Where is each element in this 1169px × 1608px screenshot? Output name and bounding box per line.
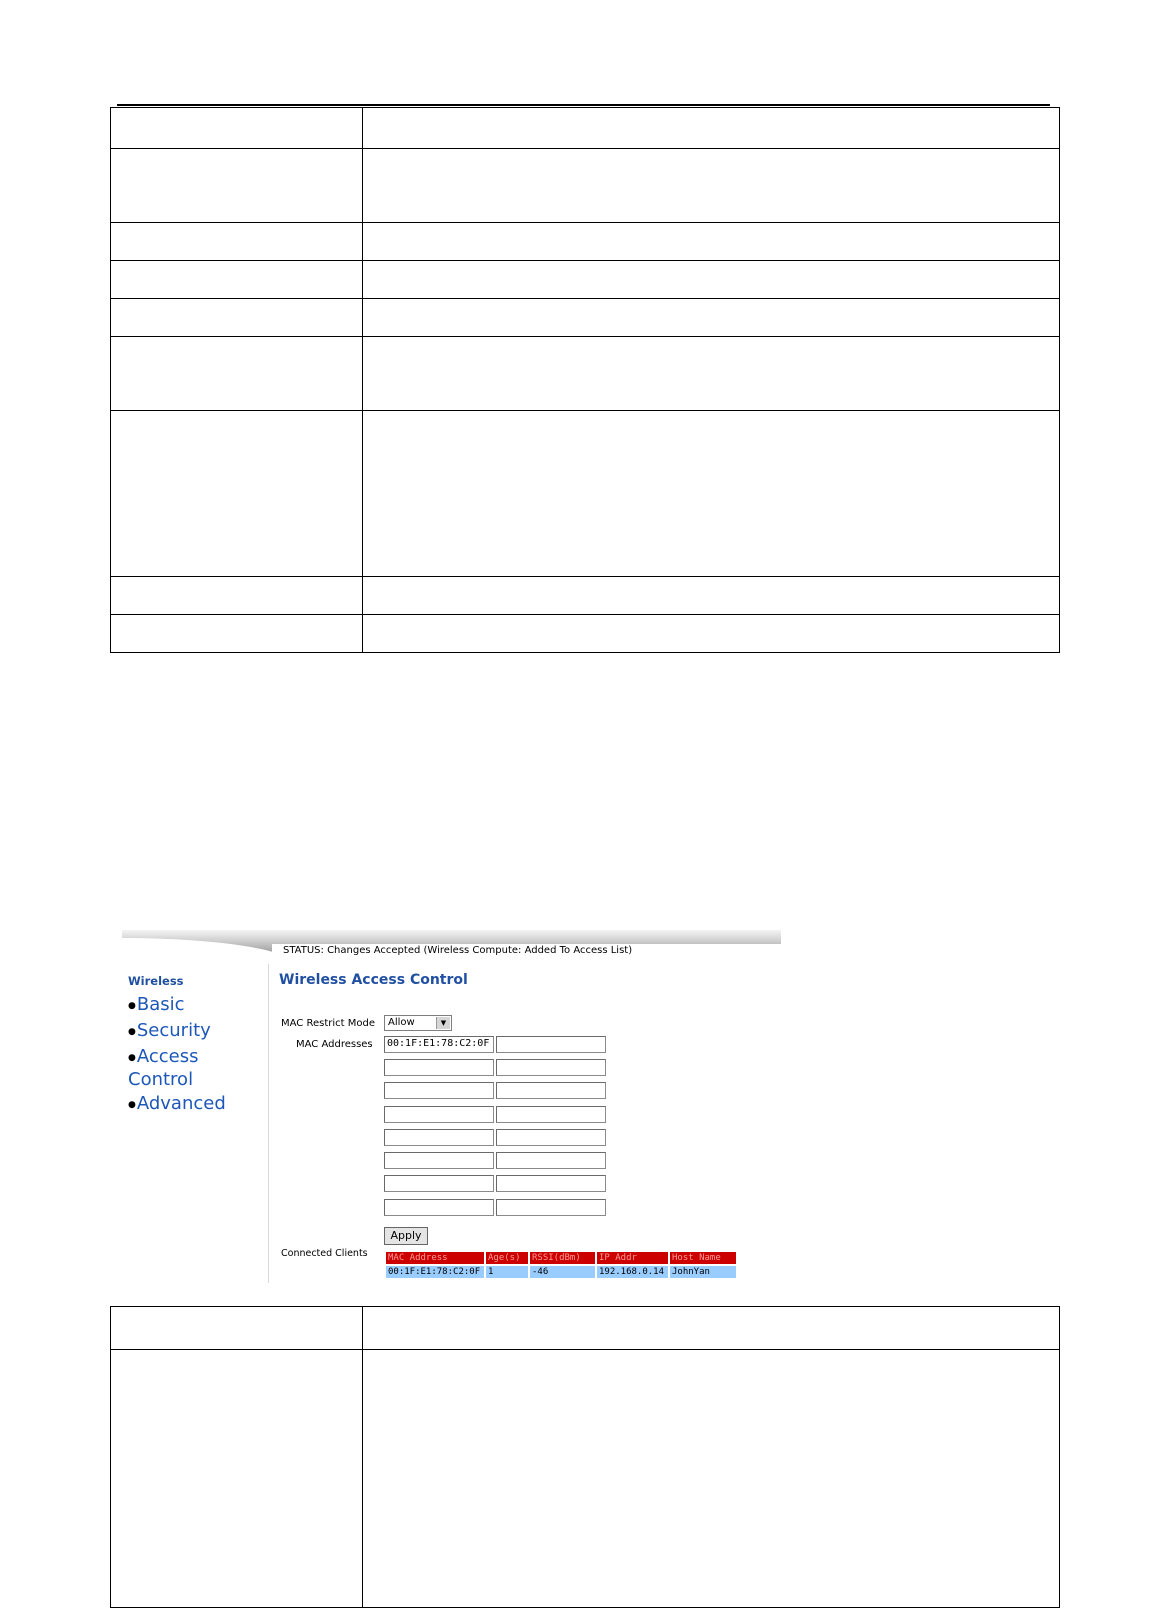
table-cell: 1 — [486, 1266, 528, 1278]
sidebar-item-basic[interactable] — [128, 994, 185, 1017]
table-cell — [363, 337, 1060, 411]
table-cell — [363, 1307, 1060, 1350]
table-cell — [111, 299, 363, 337]
table-cell — [363, 411, 1060, 577]
bullet-icon: ● — [128, 1100, 136, 1110]
table-cell — [363, 299, 1060, 337]
mac-addresses-label: MAC Addresses — [296, 1039, 373, 1050]
table-cell — [363, 108, 1060, 149]
table-cell — [111, 1307, 363, 1350]
mac-address-field-16[interactable] — [496, 1199, 606, 1216]
table-cell — [363, 1350, 1060, 1608]
connected-clients-table — [384, 1250, 738, 1280]
table-cell — [363, 261, 1060, 299]
table-header-row — [386, 1252, 736, 1264]
router-ui-screenshot — [122, 930, 781, 1283]
mac-address-field-13[interactable] — [384, 1175, 494, 1192]
table-cell — [111, 149, 363, 223]
sidebar-title: Wireless — [128, 974, 184, 988]
table-cell — [111, 1350, 363, 1608]
sidebar-item-access-control[interactable] — [128, 1046, 198, 1091]
table-row — [386, 1266, 736, 1278]
table-cell: 00:1F:E1:78:C2:0F — [386, 1266, 484, 1278]
chevron-down-icon: ▼ — [436, 1017, 450, 1029]
sidebar-item-security[interactable] — [128, 1020, 211, 1043]
select-value: Allow — [388, 1017, 415, 1028]
mac-address-field-14[interactable] — [496, 1175, 606, 1192]
parameter-table-top — [110, 107, 1060, 653]
page-title: Wireless Access Control — [279, 972, 468, 988]
table-cell — [111, 261, 363, 299]
table-cell — [363, 223, 1060, 261]
mac-address-field-11[interactable] — [384, 1152, 494, 1169]
table-cell — [111, 337, 363, 411]
connected-clients-label: Connected Clients — [281, 1248, 368, 1259]
mac-address-field-3[interactable] — [384, 1059, 494, 1076]
column-header: IP Addr — [597, 1252, 668, 1264]
page-header-rule — [117, 104, 1050, 106]
mac-address-field-10[interactable] — [496, 1129, 606, 1146]
table-cell — [111, 223, 363, 261]
bullet-icon: ● — [128, 1053, 136, 1063]
table-cell: 192.168.0.14 — [597, 1266, 668, 1278]
sidebar-item-label: Security — [136, 1020, 211, 1041]
sidebar-item-label-cont: Control — [128, 1069, 194, 1090]
mac-address-field-1[interactable]: 00:1F:E1:78:C2:0F — [384, 1036, 494, 1053]
mac-address-field-6[interactable] — [496, 1082, 606, 1099]
status-text: STATUS: Changes Accepted (Wireless Compute: Added To Access List) — [283, 945, 633, 956]
mac-address-field-15[interactable] — [384, 1199, 494, 1216]
mac-address-field-8[interactable] — [496, 1106, 606, 1123]
table-cell — [363, 149, 1060, 223]
parameter-table-bottom — [110, 1306, 1060, 1608]
column-header: Host Name — [670, 1252, 736, 1264]
table-cell — [363, 577, 1060, 615]
table-cell — [111, 411, 363, 577]
table-cell: -46 — [530, 1266, 595, 1278]
column-header: MAC Address — [386, 1252, 484, 1264]
table-cell — [111, 577, 363, 615]
header-banner — [122, 930, 781, 958]
column-header: Age(s) — [486, 1252, 528, 1264]
bullet-icon: ● — [128, 1001, 136, 1011]
mac-address-field-5[interactable] — [384, 1082, 494, 1099]
table-cell — [363, 615, 1060, 653]
apply-button[interactable]: Apply — [384, 1227, 428, 1245]
mac-address-field-4[interactable] — [496, 1059, 606, 1076]
table-cell: JohnYan — [670, 1266, 736, 1278]
mac-address-field-7[interactable] — [384, 1106, 494, 1123]
mac-restrict-mode-label: MAC Restrict Mode — [281, 1018, 375, 1029]
sidebar-item-label: Basic — [136, 994, 185, 1015]
bullet-icon: ● — [128, 1027, 136, 1037]
sidebar-item-label: Advanced — [136, 1093, 226, 1114]
mac-address-field-9[interactable] — [384, 1129, 494, 1146]
sidebar-item-label: Access — [136, 1046, 199, 1067]
mac-address-field-2[interactable] — [496, 1036, 606, 1053]
mac-restrict-mode-select[interactable] — [384, 1015, 452, 1031]
mac-address-field-12[interactable] — [496, 1152, 606, 1169]
sidebar-divider — [268, 964, 269, 1283]
column-header: RSSI(dBm) — [530, 1252, 595, 1264]
table-cell — [111, 108, 363, 149]
sidebar-item-advanced[interactable] — [128, 1093, 226, 1116]
table-cell — [111, 615, 363, 653]
